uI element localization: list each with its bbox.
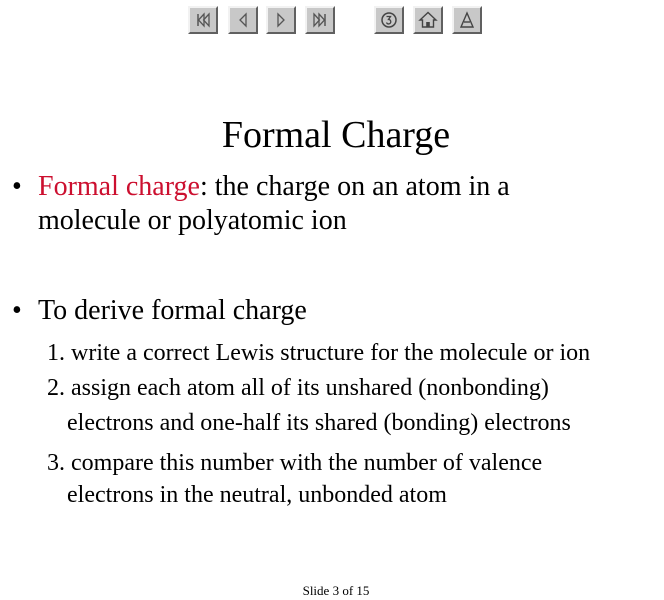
slide-index-button[interactable] bbox=[374, 6, 404, 34]
step-3-line-1: 3. compare this number with the number of valence bbox=[47, 450, 543, 476]
last-slide-button[interactable] bbox=[305, 6, 335, 34]
first-slide-icon bbox=[190, 8, 216, 32]
bullet-marker: • bbox=[12, 171, 22, 202]
step-3-line-2: electrons in the neutral, unbonded atom bbox=[67, 482, 447, 508]
step-1: 1. write a correct Lewis structure for the molecule or ion bbox=[47, 340, 591, 366]
step-2-line-2: electrons and one-half its shared (bonding) electrons bbox=[67, 410, 571, 436]
next-slide-icon bbox=[268, 8, 294, 32]
bullet-1-continuation: molecule or polyatomic ion bbox=[38, 205, 347, 236]
previous-slide-icon bbox=[230, 8, 256, 32]
bullet-2: To derive formal charge bbox=[38, 295, 307, 326]
next-slide-button[interactable] bbox=[266, 6, 296, 34]
bullet-marker: • bbox=[12, 295, 22, 326]
text-view-button[interactable] bbox=[452, 6, 482, 34]
term-definition: : the charge on an atom in a bbox=[199, 171, 510, 202]
step-2-line-1: 2. assign each atom all of its unshared (nonbonding) bbox=[47, 375, 549, 401]
text-icon bbox=[454, 8, 480, 32]
home-icon bbox=[415, 8, 441, 32]
previous-slide-button[interactable] bbox=[228, 6, 258, 34]
term-formal-charge: Formal charge bbox=[38, 171, 200, 202]
bullet-1 bbox=[38, 170, 510, 204]
last-slide-icon bbox=[307, 8, 333, 32]
slide-title: Formal Charge bbox=[221, 114, 451, 156]
first-slide-button[interactable] bbox=[188, 6, 218, 34]
slide-index-icon bbox=[376, 8, 402, 32]
home-button[interactable] bbox=[413, 6, 443, 34]
slide-counter: Slide 3 of 15 bbox=[302, 583, 370, 598]
